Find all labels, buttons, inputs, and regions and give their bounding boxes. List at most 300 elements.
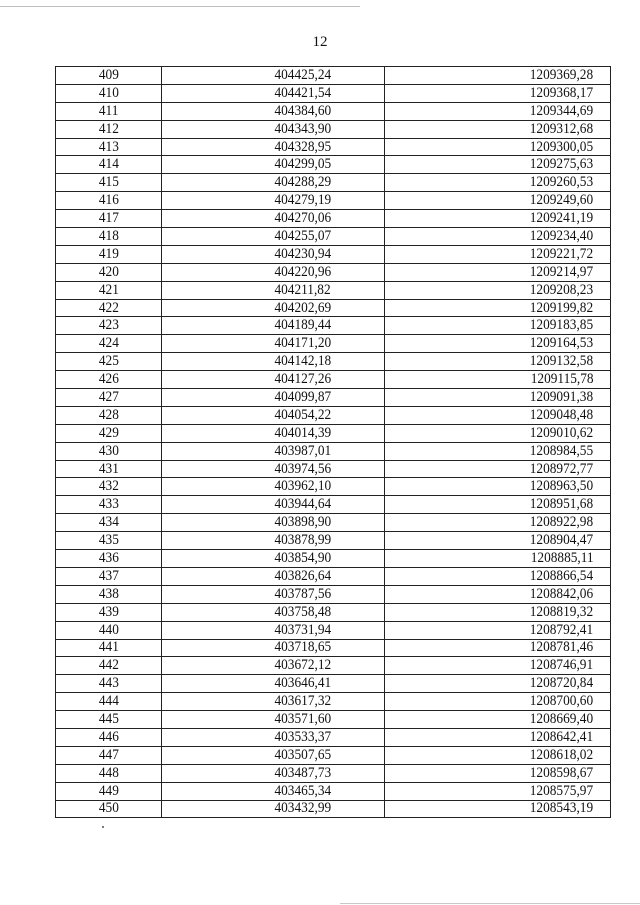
scan-top-edge-line (0, 6, 360, 7)
y-coordinate-cell-text: 1208842,06 (529, 585, 594, 602)
table-row (56, 496, 611, 514)
x-coordinate-cell-text: 403787,56 (274, 585, 332, 602)
table-row (56, 711, 611, 729)
y-coordinate-cell-text: 1209164,53 (529, 335, 594, 352)
x-coordinate-cell (162, 550, 384, 568)
x-coordinate-cell-text: 403465,34 (274, 782, 332, 799)
y-coordinate-cell (384, 102, 610, 120)
x-coordinate-cell (162, 138, 384, 156)
x-coordinate-cell-text: 404384,60 (274, 102, 332, 119)
point-number-cell-text: 417 (98, 210, 119, 227)
y-coordinate-cell (384, 764, 610, 782)
point-number-cell-text: 432 (98, 478, 119, 495)
x-coordinate-cell-text: 404127,26 (274, 371, 332, 388)
y-coordinate-cell (384, 532, 610, 550)
point-number-cell (56, 335, 162, 353)
y-coordinate-cell-text: 1208575,97 (529, 782, 594, 799)
x-coordinate-cell-text: 403731,94 (274, 621, 332, 638)
point-number-cell (56, 675, 162, 693)
y-coordinate-cell (384, 138, 610, 156)
point-number-cell-text: 438 (98, 585, 119, 602)
y-coordinate-cell-text: 1208984,55 (529, 442, 594, 459)
y-coordinate-cell-text: 1208642,41 (529, 728, 594, 745)
point-number-cell-text: 446 (98, 728, 119, 745)
point-number-cell (56, 156, 162, 174)
y-coordinate-cell-text: 1209368,17 (529, 84, 594, 101)
y-coordinate-cell (384, 728, 610, 746)
y-coordinate-cell-text: 1208904,47 (529, 532, 594, 549)
y-coordinate-cell (384, 424, 610, 442)
point-number-cell-text: 433 (98, 496, 119, 513)
point-number-cell (56, 567, 162, 585)
point-number-cell (56, 317, 162, 335)
table-row (56, 693, 611, 711)
x-coordinate-cell-text: 403974,56 (274, 460, 332, 477)
point-number-cell (56, 764, 162, 782)
x-coordinate-cell-text: 404279,19 (274, 192, 332, 209)
x-coordinate-cell-text: 404211,82 (274, 281, 332, 298)
point-number-cell-text: 450 (98, 800, 119, 817)
x-coordinate-cell-text: 403646,41 (274, 675, 332, 692)
y-coordinate-cell-text: 1209300,05 (529, 138, 594, 155)
point-number-cell (56, 424, 162, 442)
y-coordinate-cell (384, 245, 610, 263)
y-coordinate-cell (384, 460, 610, 478)
x-coordinate-cell-text: 403507,65 (274, 746, 332, 763)
point-number-cell (56, 532, 162, 550)
point-number-cell-text: 428 (98, 406, 119, 423)
x-coordinate-cell-text: 404099,87 (274, 388, 332, 405)
x-coordinate-cell (162, 460, 384, 478)
table-row (56, 657, 611, 675)
y-coordinate-cell-text: 1208963,50 (529, 478, 594, 495)
x-coordinate-cell (162, 800, 384, 818)
point-number-cell (56, 210, 162, 228)
y-coordinate-cell-text: 1209241,19 (529, 210, 594, 227)
x-coordinate-cell (162, 84, 384, 102)
y-coordinate-cell-text: 1209132,58 (529, 353, 594, 370)
point-number-cell (56, 514, 162, 532)
x-coordinate-cell (162, 782, 384, 800)
table-row (56, 102, 611, 120)
point-number-cell-text: 445 (98, 711, 119, 727)
x-coordinate-cell (162, 746, 384, 764)
y-coordinate-cell (384, 496, 610, 514)
point-number-cell (56, 585, 162, 603)
point-number-cell (56, 782, 162, 800)
table-row (56, 478, 611, 496)
point-number-cell (56, 138, 162, 156)
table-row (56, 567, 611, 585)
y-coordinate-cell-text: 1208598,67 (529, 764, 594, 781)
point-number-cell-text: 419 (98, 245, 119, 262)
x-coordinate-cell (162, 353, 384, 371)
y-coordinate-cell-text: 1209312,68 (529, 120, 594, 137)
table-row (56, 67, 611, 85)
point-number-cell-text: 424 (98, 335, 119, 352)
point-number-cell-text: 415 (98, 174, 119, 191)
x-coordinate-cell (162, 693, 384, 711)
table-row (56, 764, 611, 782)
point-number-cell (56, 800, 162, 818)
y-coordinate-cell-text: 1208781,46 (529, 639, 594, 656)
point-number-cell-text: 425 (98, 353, 119, 370)
x-coordinate-cell-text: 404054,22 (274, 406, 332, 423)
x-coordinate-cell (162, 317, 384, 335)
x-coordinate-cell-text: 404171,20 (274, 335, 332, 352)
y-coordinate-cell (384, 639, 610, 657)
y-coordinate-cell (384, 317, 610, 335)
point-number-cell (56, 550, 162, 568)
table-row (56, 210, 611, 228)
scan-speck (102, 826, 104, 828)
y-coordinate-cell (384, 675, 610, 693)
y-coordinate-cell-text: 1208972,77 (529, 460, 594, 477)
x-coordinate-cell (162, 728, 384, 746)
table-row (56, 353, 611, 371)
x-coordinate-cell (162, 442, 384, 460)
y-coordinate-cell-text: 1208746,91 (529, 657, 594, 674)
y-coordinate-cell (384, 281, 610, 299)
point-number-cell-text: 443 (98, 675, 119, 692)
y-coordinate-cell-text: 1209249,60 (529, 192, 594, 209)
y-coordinate-cell (384, 442, 610, 460)
point-number-cell (56, 657, 162, 675)
x-coordinate-cell (162, 639, 384, 657)
point-number-cell (56, 693, 162, 711)
y-coordinate-cell-text: 1208819,32 (529, 603, 594, 620)
x-coordinate-cell (162, 102, 384, 120)
y-coordinate-cell (384, 603, 610, 621)
point-number-cell-text: 418 (98, 227, 119, 244)
point-number-cell-text: 442 (98, 657, 119, 674)
y-coordinate-cell-text: 1209221,72 (529, 245, 594, 262)
y-coordinate-cell (384, 621, 610, 639)
x-coordinate-cell (162, 478, 384, 496)
x-coordinate-cell-text: 403898,90 (274, 514, 332, 531)
y-coordinate-cell-text: 1208866,54 (529, 567, 594, 584)
x-coordinate-cell-text: 404014,39 (274, 424, 332, 441)
y-coordinate-cell-text: 1209260,53 (529, 174, 594, 191)
point-number-cell-text: 430 (98, 442, 119, 459)
y-coordinate-cell (384, 263, 610, 281)
x-coordinate-cell (162, 210, 384, 228)
y-coordinate-cell-text: 1208618,02 (529, 746, 594, 763)
table-row (56, 138, 611, 156)
y-coordinate-cell (384, 478, 610, 496)
y-coordinate-cell-text: 1208885,11 (530, 549, 594, 566)
table-row (56, 317, 611, 335)
point-number-cell-text: 414 (98, 156, 119, 173)
x-coordinate-cell (162, 567, 384, 585)
table-row (56, 728, 611, 746)
x-coordinate-cell (162, 335, 384, 353)
point-number-cell-text: 409 (98, 66, 119, 83)
x-coordinate-cell-text: 404343,90 (274, 120, 332, 137)
table-row (56, 371, 611, 389)
x-coordinate-cell-text: 403571,60 (274, 711, 332, 727)
y-coordinate-cell-text: 1209208,23 (529, 281, 594, 298)
y-coordinate-cell (384, 657, 610, 675)
x-coordinate-cell-text: 404299,05 (274, 156, 332, 173)
y-coordinate-cell (384, 389, 610, 407)
table-row (56, 424, 611, 442)
table-row (56, 156, 611, 174)
point-number-cell (56, 192, 162, 210)
y-coordinate-cell (384, 335, 610, 353)
point-number-cell-text: 431 (98, 460, 119, 477)
x-coordinate-cell-text: 403878,99 (274, 532, 332, 549)
point-number-cell-text: 440 (98, 621, 119, 638)
y-coordinate-cell (384, 406, 610, 424)
y-coordinate-cell-text: 1209115,78 (530, 371, 594, 388)
y-coordinate-cell-text: 1208951,68 (529, 496, 594, 513)
point-number-cell-text: 434 (98, 514, 119, 531)
x-coordinate-cell-text: 404421,54 (274, 84, 332, 101)
point-number-cell (56, 263, 162, 281)
x-coordinate-cell (162, 156, 384, 174)
y-coordinate-cell-text: 1208700,60 (529, 693, 594, 710)
point-number-cell-text: 448 (98, 764, 119, 781)
table-row (56, 389, 611, 407)
table-row (56, 192, 611, 210)
x-coordinate-cell (162, 496, 384, 514)
y-coordinate-cell (384, 567, 610, 585)
x-coordinate-cell-text: 403718,65 (274, 639, 332, 656)
point-number-cell (56, 371, 162, 389)
point-number-cell-text: 413 (98, 138, 119, 155)
x-coordinate-cell-text: 403826,64 (274, 567, 332, 584)
point-number-cell-text: 429 (98, 424, 119, 441)
point-number-cell-text: 416 (98, 192, 119, 209)
y-coordinate-cell (384, 67, 610, 85)
x-coordinate-cell (162, 711, 384, 729)
x-coordinate-cell-text: 404288,29 (274, 174, 332, 191)
table-row (56, 782, 611, 800)
table-row (56, 228, 611, 246)
table-row (56, 263, 611, 281)
x-coordinate-cell-text: 403987,01 (274, 442, 332, 459)
y-coordinate-cell (384, 84, 610, 102)
page-number: 12 (312, 34, 328, 50)
point-number-cell (56, 245, 162, 263)
point-number-cell (56, 711, 162, 729)
point-number-cell-text: 444 (98, 693, 119, 710)
y-coordinate-cell (384, 711, 610, 729)
point-number-cell (56, 728, 162, 746)
y-coordinate-cell (384, 550, 610, 568)
y-coordinate-cell-text: 1209234,40 (529, 227, 594, 244)
point-number-cell (56, 460, 162, 478)
x-coordinate-cell (162, 657, 384, 675)
point-number-cell-text: 412 (98, 120, 119, 137)
point-number-cell (56, 639, 162, 657)
x-coordinate-cell (162, 245, 384, 263)
point-number-cell-text: 422 (98, 299, 119, 316)
point-number-cell (56, 389, 162, 407)
y-coordinate-cell-text: 1209369,28 (529, 66, 594, 83)
table-row (56, 335, 611, 353)
point-number-cell-text: 437 (98, 567, 119, 584)
x-coordinate-cell (162, 389, 384, 407)
x-coordinate-cell (162, 532, 384, 550)
x-coordinate-cell-text: 403672,12 (274, 657, 332, 674)
x-coordinate-cell (162, 263, 384, 281)
point-number-cell-text: 423 (98, 317, 119, 334)
table-row (56, 550, 611, 568)
table-row (56, 299, 611, 317)
point-number-cell (56, 102, 162, 120)
table-row (56, 245, 611, 263)
y-coordinate-cell (384, 156, 610, 174)
y-coordinate-cell (384, 192, 610, 210)
point-number-cell-text: 410 (98, 84, 119, 101)
point-number-cell-text: 439 (98, 603, 119, 620)
x-coordinate-cell (162, 514, 384, 532)
x-coordinate-cell (162, 371, 384, 389)
x-coordinate-cell-text: 404230,94 (274, 245, 332, 262)
point-number-cell (56, 299, 162, 317)
y-coordinate-cell (384, 228, 610, 246)
y-coordinate-cell (384, 174, 610, 192)
x-coordinate-cell (162, 585, 384, 603)
y-coordinate-cell (384, 210, 610, 228)
x-coordinate-cell-text: 404425,24 (274, 66, 332, 83)
table-row (56, 532, 611, 550)
x-coordinate-cell-text: 404328,95 (274, 138, 332, 155)
y-coordinate-cell-text: 1209048,48 (529, 406, 594, 423)
coordinates-table (55, 66, 611, 818)
y-coordinate-cell (384, 746, 610, 764)
point-number-cell (56, 67, 162, 85)
table-row (56, 800, 611, 818)
point-number-cell-text: 421 (98, 281, 119, 298)
point-number-cell (56, 406, 162, 424)
x-coordinate-cell (162, 424, 384, 442)
point-number-cell-text: 427 (98, 388, 119, 405)
y-coordinate-cell-text: 1208922,98 (529, 514, 594, 531)
point-number-cell-text: 441 (98, 639, 119, 656)
x-coordinate-cell-text: 404270,06 (274, 210, 332, 227)
y-coordinate-cell (384, 800, 610, 818)
table-row (56, 675, 611, 693)
table-row (56, 514, 611, 532)
x-coordinate-cell-text: 403962,10 (274, 478, 332, 495)
x-coordinate-cell-text: 404220,96 (274, 263, 332, 280)
point-number-cell-text: 447 (98, 746, 119, 763)
point-number-cell (56, 496, 162, 514)
point-number-cell (56, 174, 162, 192)
table-row (56, 174, 611, 192)
x-coordinate-cell (162, 675, 384, 693)
table-row (56, 639, 611, 657)
point-number-cell (56, 353, 162, 371)
x-coordinate-cell (162, 406, 384, 424)
table-row (56, 406, 611, 424)
y-coordinate-cell-text: 1209199,82 (529, 299, 594, 316)
x-coordinate-cell (162, 174, 384, 192)
x-coordinate-cell-text: 403758,48 (274, 603, 332, 620)
y-coordinate-cell (384, 514, 610, 532)
coordinates-table-body (56, 67, 611, 818)
table-row (56, 281, 611, 299)
y-coordinate-cell-text: 1208669,40 (529, 711, 594, 727)
y-coordinate-cell-text: 1209091,38 (529, 388, 594, 405)
x-coordinate-cell (162, 67, 384, 85)
point-number-cell (56, 228, 162, 246)
y-coordinate-cell (384, 353, 610, 371)
point-number-cell-text: 436 (98, 549, 119, 566)
x-coordinate-cell (162, 228, 384, 246)
point-number-cell-text: 449 (98, 782, 119, 799)
point-number-cell (56, 746, 162, 764)
y-coordinate-cell-text: 1208792,41 (529, 621, 594, 638)
point-number-cell (56, 478, 162, 496)
point-number-cell-text: 411 (98, 102, 119, 119)
point-number-cell (56, 603, 162, 621)
table-row (56, 746, 611, 764)
y-coordinate-cell (384, 371, 610, 389)
table-row (56, 84, 611, 102)
table-row (56, 621, 611, 639)
table-row (56, 585, 611, 603)
x-coordinate-cell-text: 403854,90 (274, 549, 332, 566)
x-coordinate-cell-text: 403617,32 (274, 693, 332, 710)
y-coordinate-cell-text: 1208720,84 (529, 675, 594, 692)
x-coordinate-cell (162, 281, 384, 299)
x-coordinate-cell (162, 621, 384, 639)
y-coordinate-cell-text: 1209214,97 (529, 263, 594, 280)
y-coordinate-cell (384, 299, 610, 317)
x-coordinate-cell-text: 404189,44 (274, 317, 332, 334)
table-row (56, 603, 611, 621)
point-number-cell-text: 435 (98, 532, 119, 549)
point-number-cell (56, 621, 162, 639)
x-coordinate-cell (162, 603, 384, 621)
table-row (56, 442, 611, 460)
x-coordinate-cell-text: 403487,73 (274, 764, 332, 781)
x-coordinate-cell-text: 403432,99 (274, 800, 332, 817)
point-number-cell (56, 120, 162, 138)
y-coordinate-cell (384, 693, 610, 711)
table-row (56, 460, 611, 478)
point-number-cell (56, 442, 162, 460)
y-coordinate-cell-text: 1209183,85 (529, 317, 594, 334)
point-number-cell (56, 281, 162, 299)
point-number-cell (56, 84, 162, 102)
y-coordinate-cell (384, 585, 610, 603)
y-coordinate-cell (384, 782, 610, 800)
y-coordinate-cell-text: 1209275,63 (529, 156, 594, 173)
scan-bottom-edge-line (340, 903, 640, 904)
y-coordinate-cell-text: 1208543,19 (529, 800, 594, 817)
x-coordinate-cell-text: 404202,69 (274, 299, 332, 316)
x-coordinate-cell (162, 299, 384, 317)
table-row (56, 120, 611, 138)
point-number-cell-text: 426 (98, 371, 119, 388)
x-coordinate-cell (162, 120, 384, 138)
x-coordinate-cell-text: 404255,07 (274, 227, 332, 244)
x-coordinate-cell (162, 192, 384, 210)
x-coordinate-cell-text: 403944,64 (274, 496, 332, 513)
y-coordinate-cell-text: 1209010,62 (529, 424, 594, 441)
y-coordinate-cell-text: 1209344,69 (529, 102, 594, 119)
y-coordinate-cell (384, 120, 610, 138)
x-coordinate-cell (162, 764, 384, 782)
point-number-cell-text: 420 (98, 263, 119, 280)
x-coordinate-cell-text: 404142,18 (274, 353, 332, 370)
x-coordinate-cell-text: 403533,37 (274, 728, 332, 745)
